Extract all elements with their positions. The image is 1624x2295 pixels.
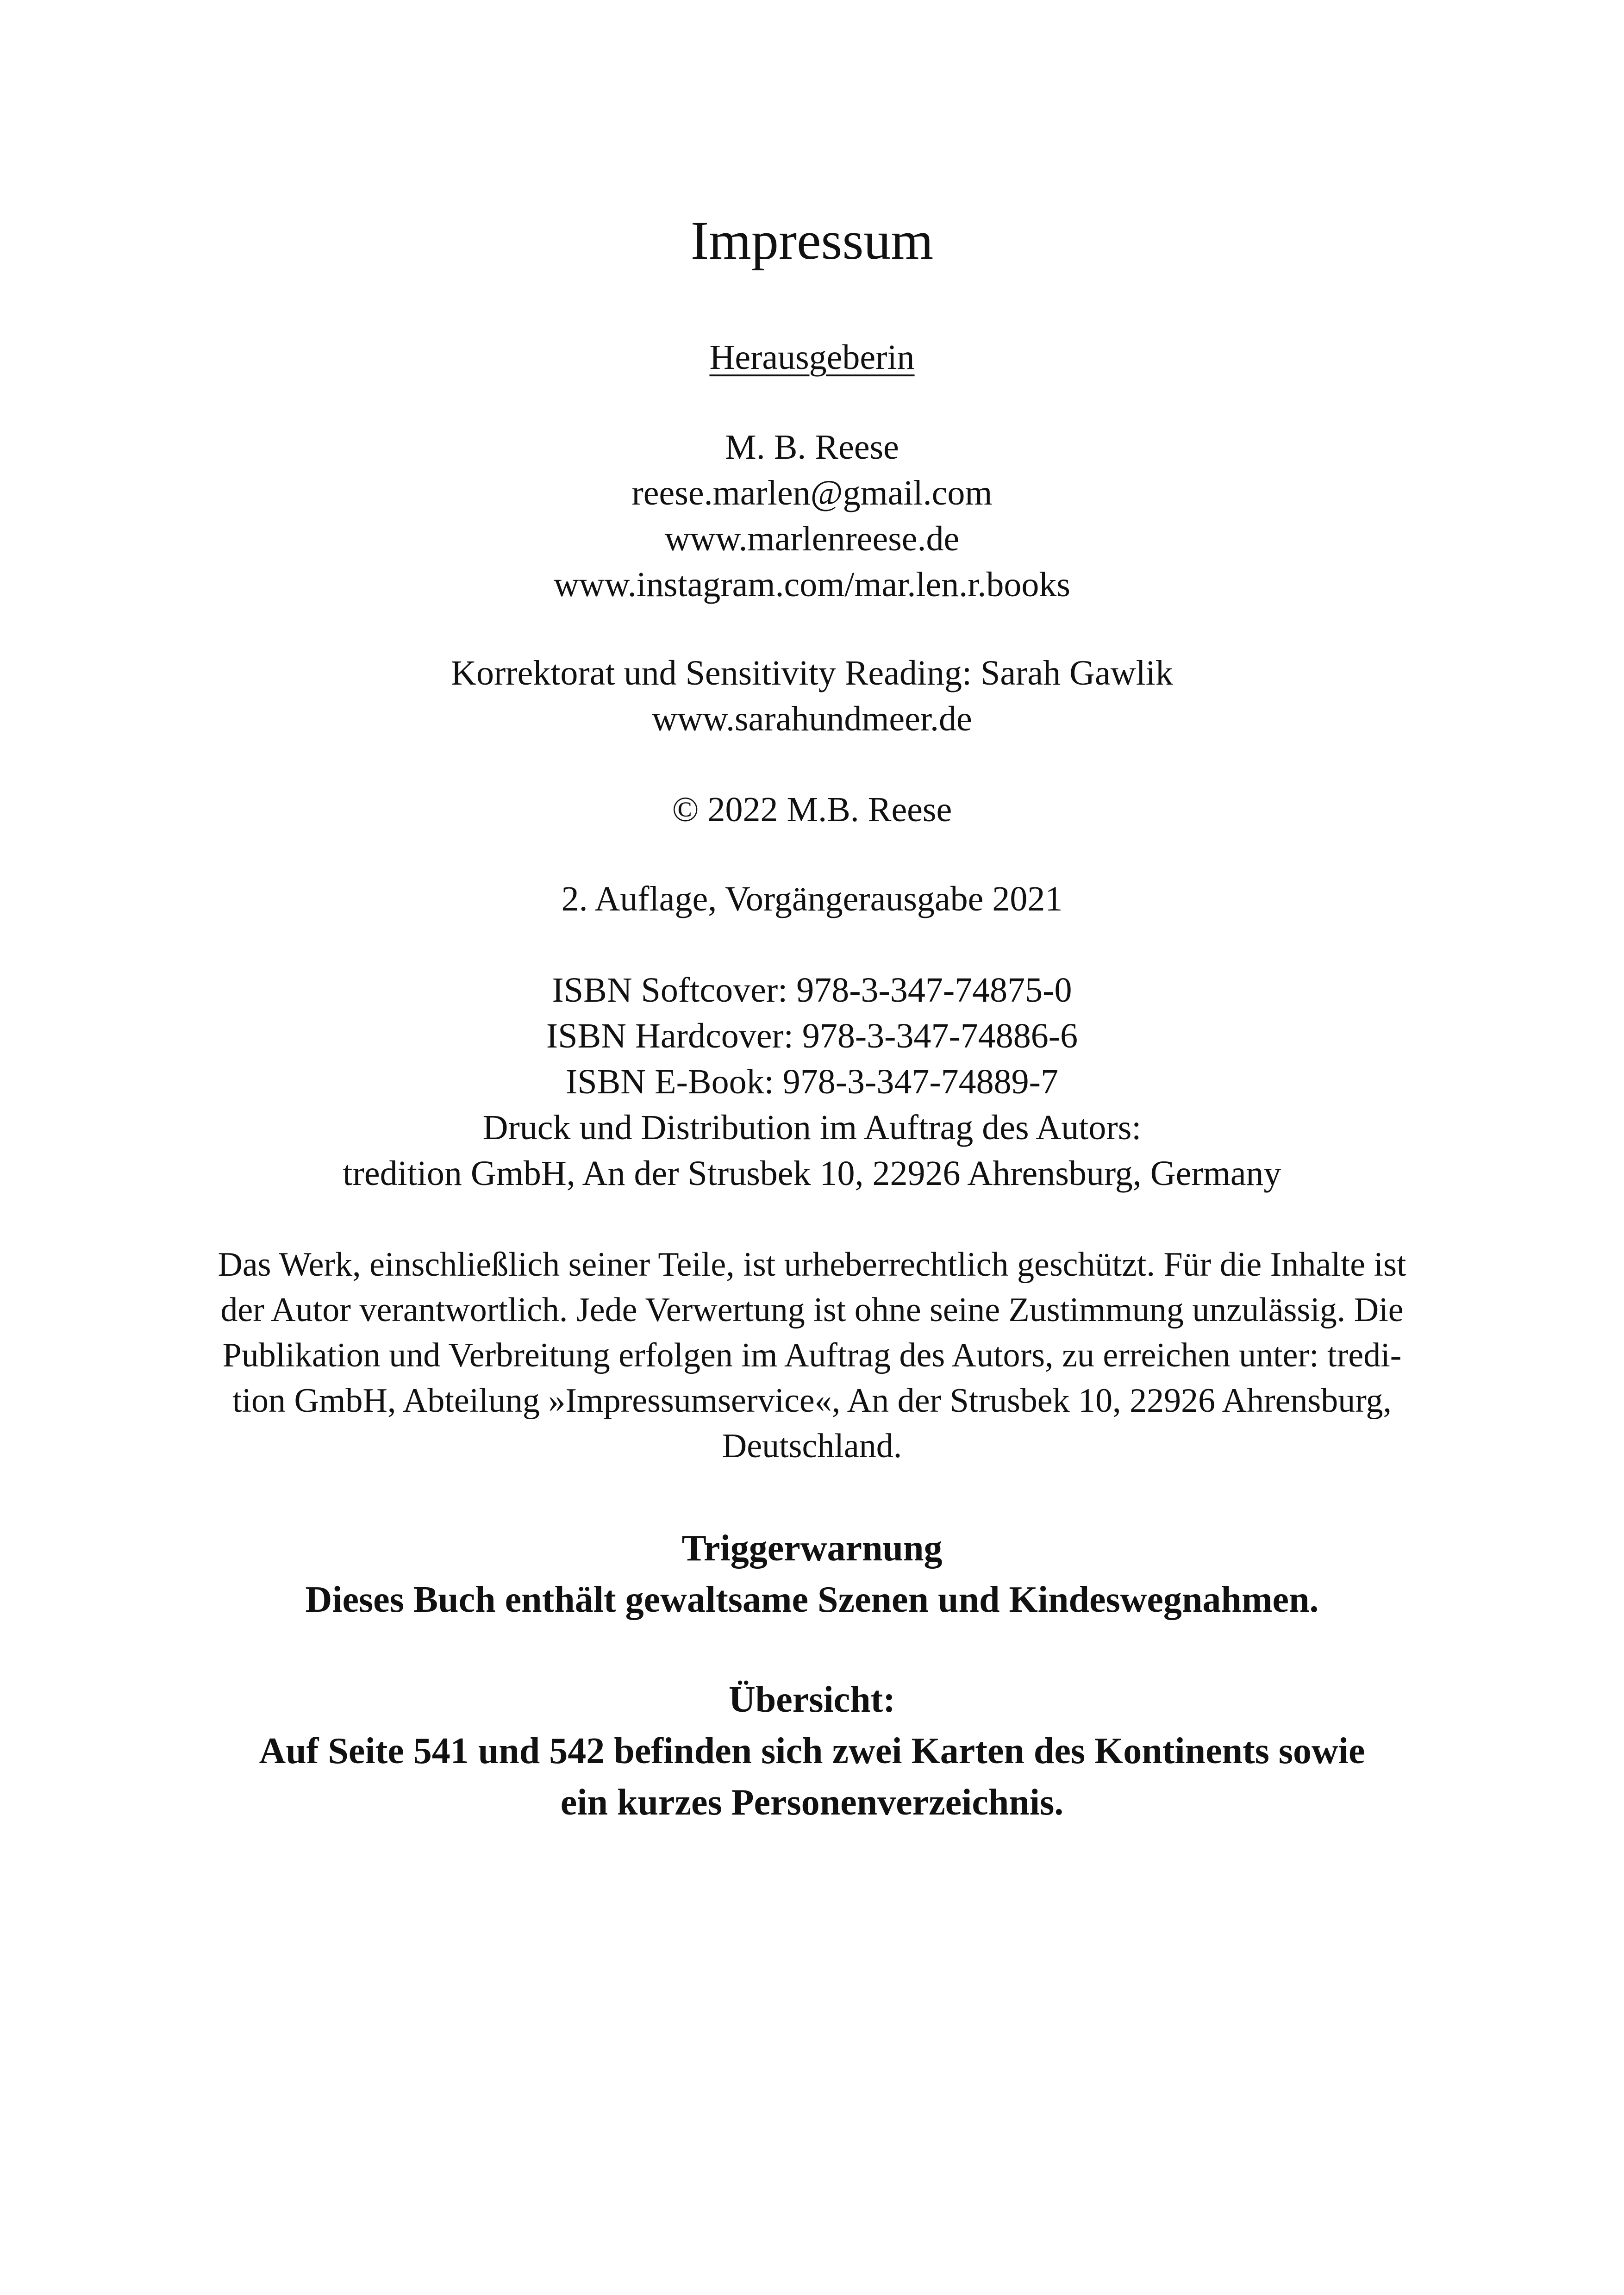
print-distribution-label: Druck und Distribution im Auftrag des Autors:	[482, 1108, 1142, 1147]
isbn-ebook: ISBN E-Book: 978-3-347-74889-7	[566, 1062, 1058, 1101]
page-title	[0, 206, 1624, 275]
trigger-warning-text: Dieses Buch enthält gewaltsame Szenen und Kindeswegnahmen.	[305, 1579, 1319, 1620]
legal-notice	[0, 1242, 1624, 1469]
edition-text: 2. Auflage, Vorgängerausgabe 2021	[561, 879, 1063, 918]
isbn-hardcover: ISBN Hardcover: 978-3-347-74886-6	[546, 1017, 1078, 1055]
edition-line	[0, 876, 1624, 922]
publisher-heading	[0, 334, 1624, 380]
legal-notice-line: der Autor verantwortlich. Jede Verwertung ist ohne seine Zustimmung unzulässig. Die	[220, 1291, 1404, 1329]
proofreading-website: www.sarahundmeer.de	[652, 699, 972, 738]
isbn-softcover: ISBN Softcover: 978-3-347-74875-0	[552, 971, 1072, 1010]
legal-notice-line: Deutschland.	[722, 1427, 902, 1465]
publisher-contact-block	[0, 424, 1624, 608]
publisher-heading-text: Herausgeberin	[709, 338, 915, 377]
trigger-warning	[0, 1523, 1624, 1626]
publisher-name: M. B. Reese	[725, 428, 899, 467]
legal-notice-line: Das Werk, einschließlich seiner Teile, ist urheberrechtlich geschützt. Für die Inhalte ist	[218, 1246, 1406, 1284]
proofreading-block	[0, 650, 1624, 742]
title-text: Impressum	[690, 210, 934, 271]
overview-line: ein kurzes Personenverzeichnis.	[560, 1782, 1064, 1823]
print-distribution-address: tredition GmbH, An der Strusbek 10, 22926 Ahrensburg, Germany	[343, 1154, 1281, 1193]
publisher-instagram: www.instagram.com/mar.len.r.books	[554, 565, 1070, 604]
overview-section	[0, 1674, 1624, 1828]
isbn-and-print-block	[0, 967, 1624, 1197]
overview-heading: Übersicht:	[729, 1679, 895, 1720]
copyright-text: © 2022 M.B. Reese	[672, 790, 952, 829]
proofreading-credit: Korrektorat und Sensitivity Reading: Sarah Gawlik	[451, 654, 1173, 692]
legal-notice-line: Publikation und Verbreitung erfolgen im Auftrag des Autors, zu erreichen unter: tredi-	[222, 1336, 1402, 1374]
publisher-website: www.marlenreese.de	[664, 519, 960, 558]
publisher-email: reese.marlen@gmail.com	[631, 474, 993, 512]
legal-notice-line: tion GmbH, Abteilung »Impressumservice«, An der Strusbek 10, 22926 Ahrensburg,	[232, 1382, 1392, 1420]
trigger-warning-heading: Triggerwarnung	[681, 1528, 943, 1569]
copyright-line	[0, 787, 1624, 833]
overview-line: Auf Seite 541 und 542 befinden sich zwei Karten des Kontinents sowie	[259, 1731, 1365, 1771]
